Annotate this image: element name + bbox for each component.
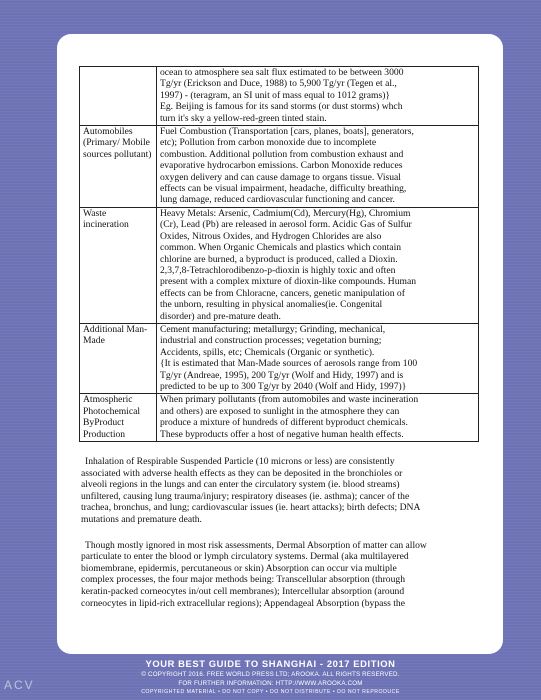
paragraph-line: alveoli regions in the lungs and can enter the circulatory system (ie. blood streams) xyxy=(81,479,400,491)
table-row xyxy=(80,126,479,208)
description-line: and others) are exposed to sunlight in the atmosphere they can xyxy=(160,405,400,417)
table-row xyxy=(80,67,479,126)
source-description-cell xyxy=(157,394,479,442)
footer-info-link: FOR FURTHER INFORMATION: HTTP://WWW.AROOKA.COM xyxy=(178,680,363,687)
paragraph-line: trachea, bronchus, and lung; cardiovascular issues (ie. heart attacks); birth defects; DNA xyxy=(81,502,421,514)
description-line: effects can be from Chloracne, cancers, genetic manipulation of xyxy=(160,287,405,299)
description-line: produce a mixture of hundreds of different byproduct chemicals. xyxy=(160,417,408,429)
description-line: evaporative hydrocarbon emissions. Carbon Monoxide reduces xyxy=(160,160,403,172)
page-card xyxy=(57,34,503,654)
source-description-cell xyxy=(157,126,479,208)
description-line: Tg/yr (Andreae, 1995), 200 Tg/yr (Wolf and Hidy, 1997) and is xyxy=(160,369,404,381)
footer-title: YOUR BEST GUIDE TO SHANGHAI - 2017 EDITION xyxy=(145,658,396,669)
paragraph-line: particulate to enter the blood or lymph circulatory systems. Dermal (aka multilayered xyxy=(81,551,409,563)
description-line: the unborn, resulting in physical anomalies(ie. Congenital xyxy=(160,299,383,311)
paragraph-line: Inhalation of Respirable Suspended Particle (10 microns or less) are consistently xyxy=(85,456,395,467)
source-label-cell: Waste incineration xyxy=(80,207,157,323)
description-line: Oxides, Nitrous Oxides, and Hydrogen Chlorides are also xyxy=(160,230,382,242)
description-line: predicted to be up to 300 Tg/yr by 2040 (Wolf and Hidy, 1997)} xyxy=(160,380,407,392)
description-line: {It is estimated that Man-Made sources of aerosols range from 100 xyxy=(160,358,418,370)
watermark: ACV xyxy=(4,678,35,692)
description-line: Fuel Combustion (Transportation [cars, planes, boats], generators, xyxy=(160,126,414,138)
description-line: common. When Organic Chemicals and plastics which contain xyxy=(160,242,402,254)
description-line: etc); Pollution from carbon monoxide due to incomplete xyxy=(160,137,377,149)
paragraph-line: mutations and premature death. xyxy=(81,513,202,525)
footer-copyright: © COPYRIGHT 2016. FREE WORLD PRESS LTD; AROOKA. ALL RIGHTS RESERVED. xyxy=(141,671,400,678)
description-line: Cement manufacturing; metallurgy; Grinding, mechanical, xyxy=(160,323,386,335)
table-row xyxy=(80,394,479,442)
description-line: These byproducts offer a host of negative human health effects. xyxy=(160,428,404,440)
source-description-cell xyxy=(157,207,479,323)
paragraph-line: associated with adverse health effects as they can be deposited in the bronchioles or xyxy=(81,467,403,479)
description-line: combustion. Additional pollution from combustion exhaust and xyxy=(160,148,404,160)
paragraph-line: biomembrane, epidermis, percutaneous or skin) Absorption can occur via multiple xyxy=(81,562,397,574)
table-row xyxy=(80,323,479,393)
source-description-cell xyxy=(157,67,479,126)
paragraph-line: keratin-packed corneocytes in/out cell membranes); Intercellular absorption (around xyxy=(81,585,405,597)
description-line: Heavy Metals: Arsenic, Cadmium(Cd), Mercury(Hg), Chromium xyxy=(160,207,411,219)
description-line: Accidents, spills, etc; Chemicals (Organic or synthetic). xyxy=(160,346,375,358)
paragraph xyxy=(81,540,481,610)
source-description-cell xyxy=(157,323,479,393)
paragraph-line: unfiltered, causing lung trauma/injury; respiratory diseases (ie. asthma); cancer of the xyxy=(81,490,410,502)
description-line: chlorine are burned, a byproduct is produced, called a Dioxin. xyxy=(160,253,398,265)
table-row xyxy=(80,207,479,323)
footer-warning: COPYRIGHTED MATERIAL • DO NOT COPY • DO NOT DISTRIBUTE • DO NOT REPRODUCE xyxy=(141,689,400,695)
pollution-sources-table xyxy=(79,66,479,442)
description-line: turn it's sky a yellow-red-green tinted stain. xyxy=(160,112,327,124)
description-line: lung damage, reduced cardiovascular functioning and cancer. xyxy=(160,194,395,206)
description-line: oxygen delivery and can cause damage to organs tissue. Visual xyxy=(160,171,401,183)
description-line: Tg/yr (Erickson and Duce, 1988) to 5,900 Tg/yr (Tegen et al., xyxy=(160,78,397,90)
body-text xyxy=(79,456,483,609)
page-content xyxy=(79,66,483,609)
description-line: present with a complex mixture of dioxin-like compounds. Human xyxy=(160,276,417,288)
description-line: disorder) and pre-mature death. xyxy=(160,310,281,322)
description-line: 2,3,7,8-Tetrachlorodibenzo-p-dioxin is highly toxic and often xyxy=(160,264,396,276)
description-line: Eg. Beijing is famous for its sand storms (or dust storms) whch xyxy=(160,101,403,113)
description-line: (Cr), Lead (Pb) are released in aerosol form. Acidic Gas of Sulfur xyxy=(160,219,412,231)
description-line: effects can be visual impairment, headache, difficulty breathing, xyxy=(160,183,407,195)
source-label-cell: Additional Man-Made xyxy=(80,323,157,393)
paragraph xyxy=(81,456,481,526)
source-label-cell xyxy=(80,67,157,126)
paragraph-line: complex processes, the four major methods being: Transcellular absorption (through xyxy=(81,574,405,586)
paragraph-line: Though mostly ignored in most risk assessments, Dermal Absorption of matter can allow xyxy=(85,539,427,551)
description-line: 1997) - (teragram, an SI unit of mass equal to 1012 grams)} xyxy=(160,89,391,101)
description-line: ocean to atmosphere sea salt flux estimated to be between 3000 xyxy=(160,67,404,78)
description-line: industrial and construction processes; vegetation burning; xyxy=(160,335,382,347)
source-label-cell: Automobiles (Primary/ Mobile sources pollutant) xyxy=(80,126,157,208)
source-label-cell: Atmospheric Photochemical ByProduct Production xyxy=(80,394,157,442)
paragraph-line: corneocytes in lipid-rich extracellular regions); Appendageal Absorption (bypass the xyxy=(81,597,405,609)
description-line: When primary pollutants (from automobiles and waste incineration xyxy=(160,394,419,406)
